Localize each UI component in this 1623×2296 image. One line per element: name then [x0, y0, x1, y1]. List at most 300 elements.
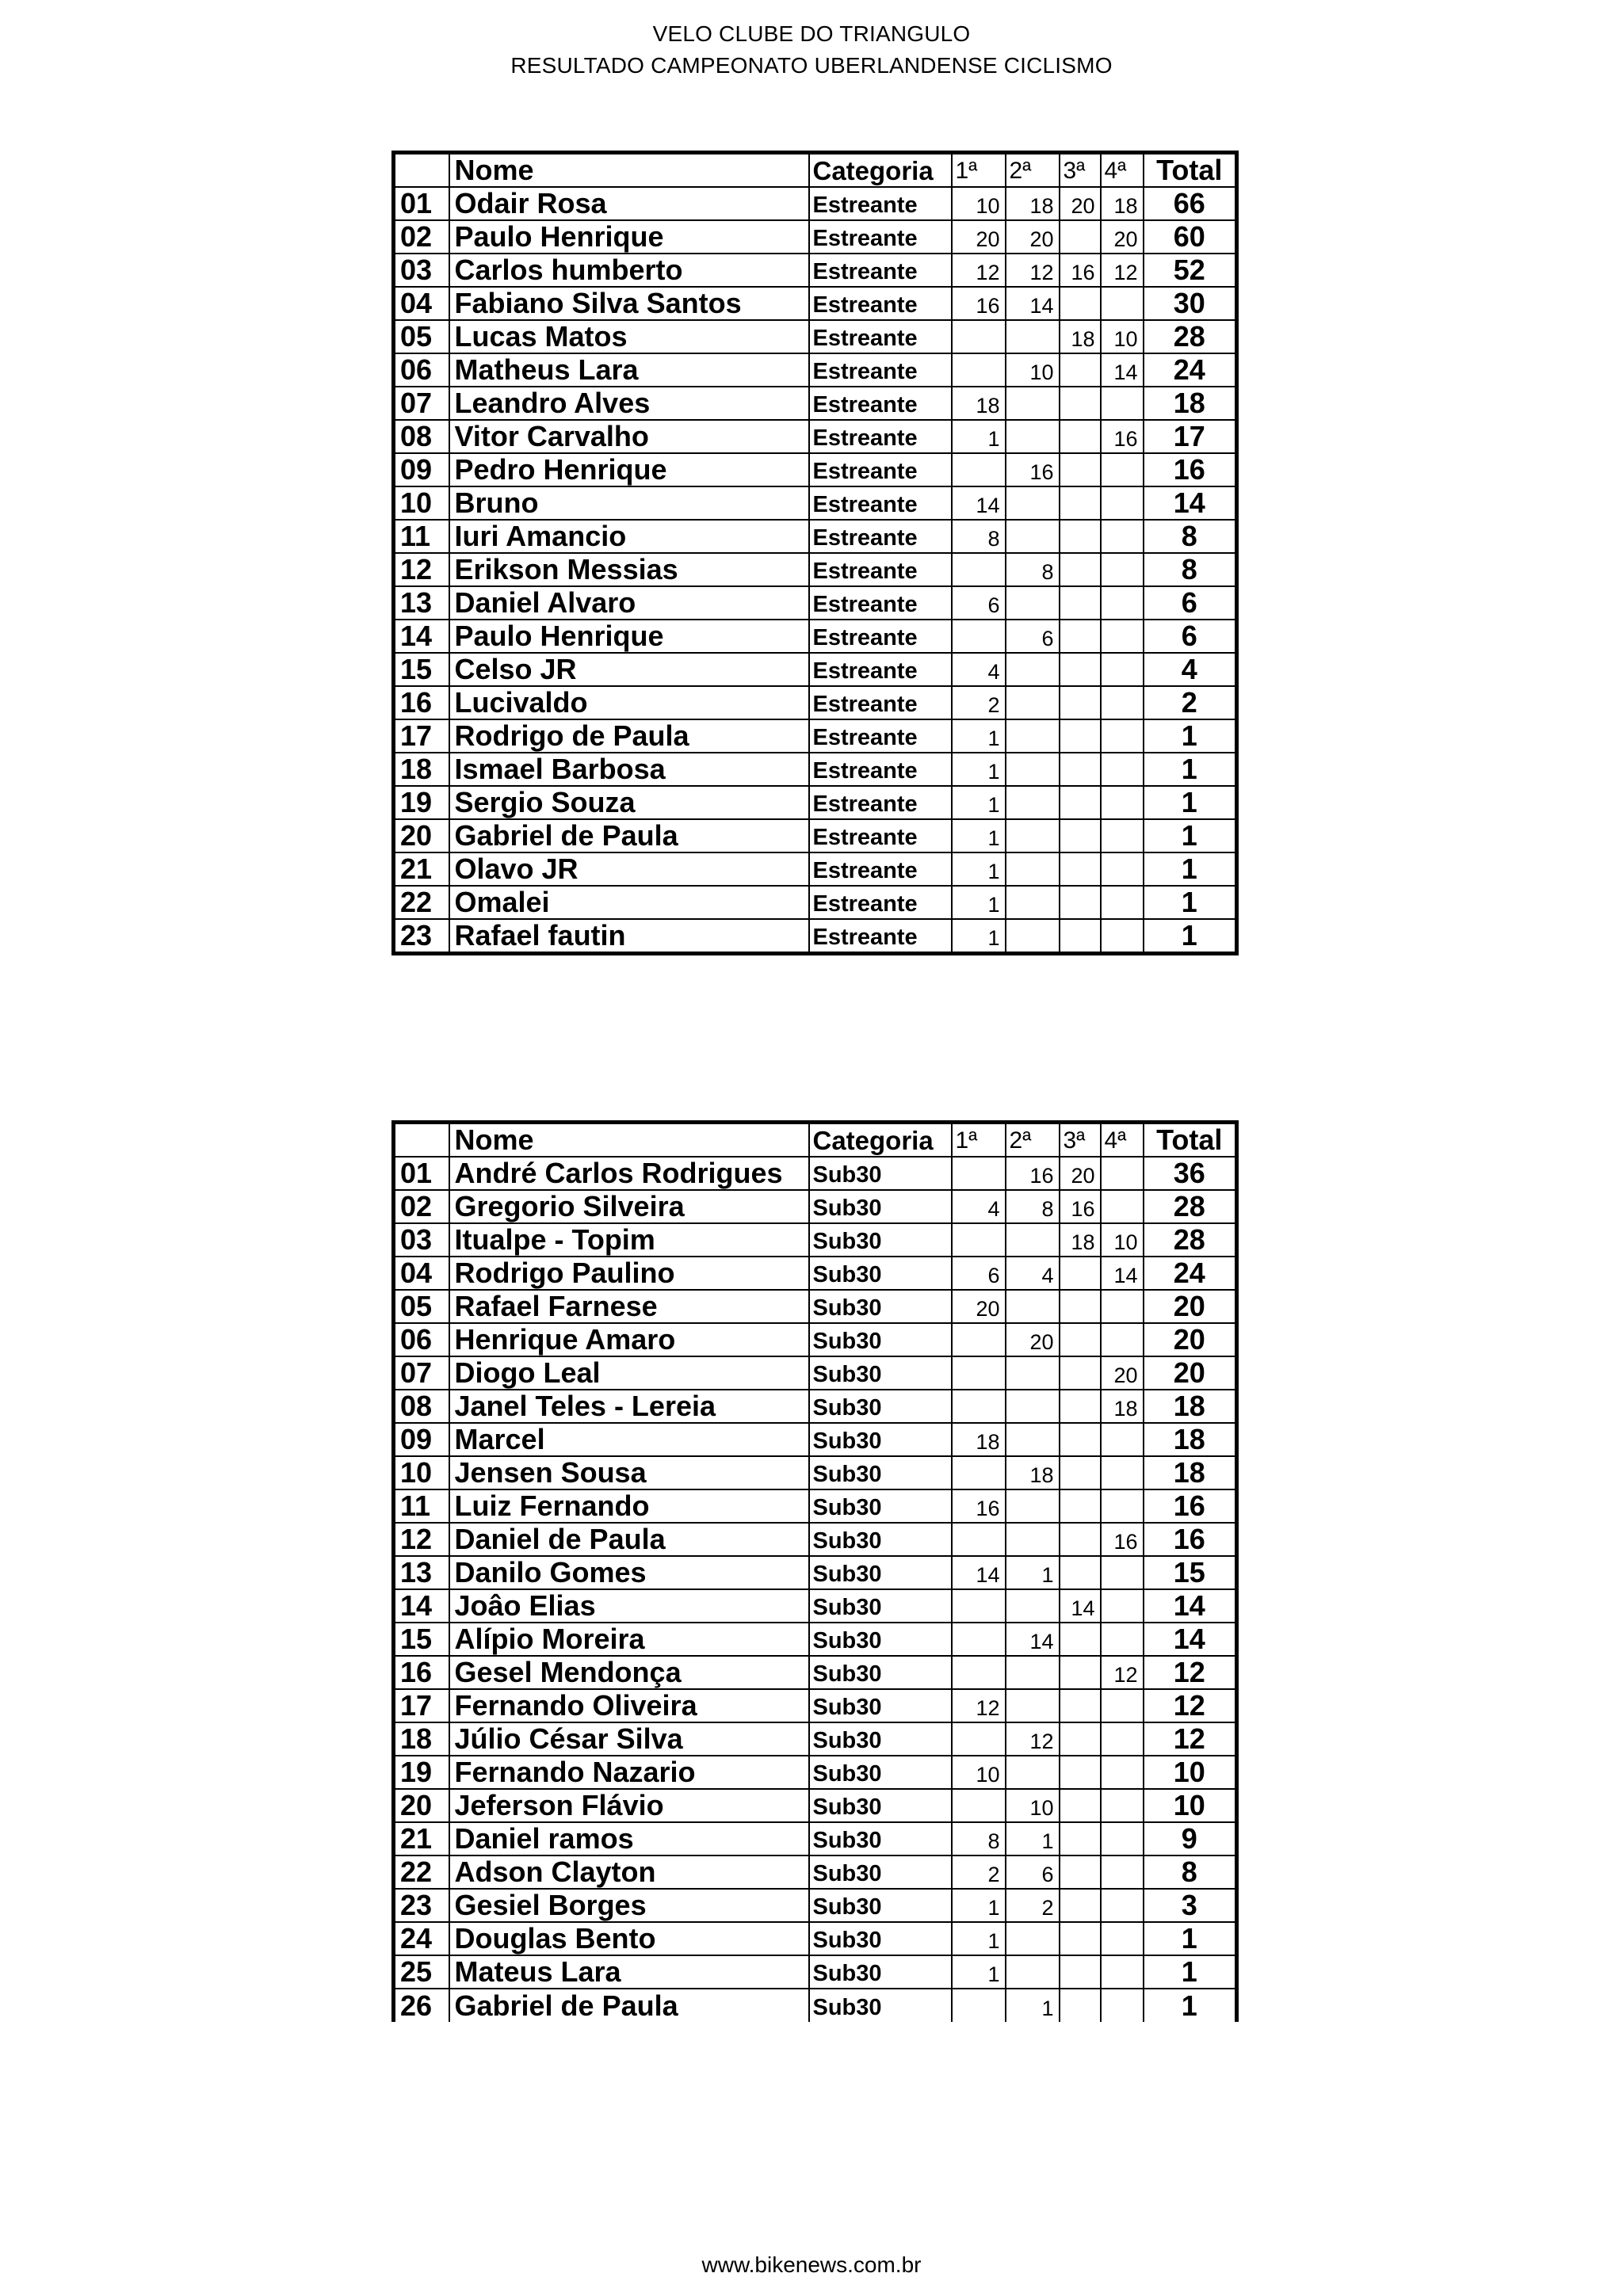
round-2-points [1006, 1523, 1060, 1556]
header-round-2: 2ª [1006, 1123, 1060, 1158]
round-1-points: 18 [952, 387, 1006, 420]
table-row [394, 852, 1237, 886]
table-row [394, 1589, 1237, 1623]
round-1-points: 16 [952, 287, 1006, 320]
rider-name: Paulo Henrique [449, 620, 809, 653]
row-position: 18 [394, 753, 449, 786]
rider-category: Estreante [809, 686, 952, 719]
total-points: 14 [1144, 486, 1237, 520]
round-1-points: 6 [952, 1257, 1006, 1290]
rider-category: Estreante [809, 353, 952, 387]
round-3-points [1060, 852, 1101, 886]
table-row [394, 287, 1237, 320]
row-position: 15 [394, 1623, 449, 1656]
rider-category: Estreante [809, 453, 952, 486]
row-position: 14 [394, 1589, 449, 1623]
rider-category: Estreante [809, 320, 952, 353]
row-position: 02 [394, 220, 449, 254]
round-3-points [1060, 1789, 1101, 1822]
table-row [394, 786, 1237, 819]
round-1-points: 20 [952, 1290, 1006, 1323]
round-4-points [1101, 520, 1144, 553]
rider-name: Matheus Lara [449, 353, 809, 387]
total-points: 18 [1144, 387, 1237, 420]
round-3-points [1060, 1423, 1101, 1456]
round-3-points [1060, 919, 1101, 954]
round-3-points [1060, 886, 1101, 919]
rider-category: Estreante [809, 520, 952, 553]
round-4-points [1101, 1489, 1144, 1523]
rider-name: Gabriel de Paula [449, 819, 809, 852]
round-2-points: 12 [1006, 1722, 1060, 1756]
round-3-points [1060, 486, 1101, 520]
table-row [394, 686, 1237, 719]
table-row [394, 819, 1237, 852]
row-position: 02 [394, 1190, 449, 1223]
row-position: 15 [394, 653, 449, 686]
rider-name: Erikson Messias [449, 553, 809, 586]
round-1-points [952, 1989, 1006, 2022]
rider-name: Marcel [449, 1423, 809, 1456]
round-2-points: 12 [1006, 254, 1060, 287]
round-4-points [1101, 1157, 1144, 1190]
round-4-points [1101, 287, 1144, 320]
round-1-points [952, 353, 1006, 387]
rider-name: Mateus Lara [449, 1955, 809, 1989]
round-4-points [1101, 1822, 1144, 1855]
round-3-points: 18 [1060, 320, 1101, 353]
round-3-points [1060, 1889, 1101, 1922]
header-category: Categoria [809, 1123, 952, 1158]
row-position: 10 [394, 486, 449, 520]
total-points: 28 [1144, 320, 1237, 353]
round-2-points [1006, 1489, 1060, 1523]
rider-name: Paulo Henrique [449, 220, 809, 254]
total-points: 28 [1144, 1223, 1237, 1257]
total-points: 12 [1144, 1656, 1237, 1689]
round-2-points [1006, 719, 1060, 753]
table-row [394, 387, 1237, 420]
round-2-points [1006, 1922, 1060, 1955]
rider-name: Gesel Mendonça [449, 1656, 809, 1689]
round-2-points [1006, 753, 1060, 786]
round-2-points: 14 [1006, 287, 1060, 320]
round-3-points [1060, 1722, 1101, 1756]
round-1-points: 12 [952, 254, 1006, 287]
table-row [394, 1623, 1237, 1656]
round-1-points: 1 [952, 753, 1006, 786]
row-position: 20 [394, 1789, 449, 1822]
table-row [394, 1789, 1237, 1822]
rider-name: Bruno [449, 486, 809, 520]
results-table-sub30 [391, 1120, 1239, 2022]
total-points: 4 [1144, 653, 1237, 686]
round-3-points [1060, 1656, 1101, 1689]
rider-name: Vitor Carvalho [449, 420, 809, 453]
round-4-points [1101, 1922, 1144, 1955]
round-2-points [1006, 653, 1060, 686]
round-2-points [1006, 1689, 1060, 1722]
round-3-points [1060, 520, 1101, 553]
rider-category: Sub30 [809, 1756, 952, 1789]
round-1-points: 8 [952, 1822, 1006, 1855]
round-4-points [1101, 1623, 1144, 1656]
round-1-points: 14 [952, 1556, 1006, 1589]
row-position: 21 [394, 852, 449, 886]
results-table-body [394, 153, 1237, 954]
total-points: 60 [1144, 220, 1237, 254]
round-2-points [1006, 420, 1060, 453]
round-4-points: 10 [1101, 320, 1144, 353]
round-3-points [1060, 553, 1101, 586]
rider-category: Sub30 [809, 1323, 952, 1356]
rider-name: Daniel Alvaro [449, 586, 809, 620]
rider-name: Daniel ramos [449, 1822, 809, 1855]
round-2-points: 6 [1006, 1855, 1060, 1889]
table-row [394, 1523, 1237, 1556]
round-4-points: 20 [1101, 1356, 1144, 1390]
total-points: 1 [1144, 1989, 1237, 2022]
round-3-points [1060, 1922, 1101, 1955]
round-1-points: 20 [952, 220, 1006, 254]
table-row [394, 753, 1237, 786]
total-points: 17 [1144, 420, 1237, 453]
table-header-row [394, 153, 1237, 188]
table-row [394, 1489, 1237, 1523]
rider-category: Sub30 [809, 1855, 952, 1889]
row-position: 21 [394, 1822, 449, 1855]
header-round-4: 4ª [1101, 153, 1144, 188]
round-2-points [1006, 919, 1060, 954]
round-1-points: 1 [952, 420, 1006, 453]
header-round-1: 1ª [952, 153, 1006, 188]
table-row [394, 1855, 1237, 1889]
round-1-points: 1 [952, 1922, 1006, 1955]
round-2-points: 2 [1006, 1889, 1060, 1922]
round-4-points [1101, 1323, 1144, 1356]
total-points: 20 [1144, 1290, 1237, 1323]
round-1-points: 1 [952, 886, 1006, 919]
total-points: 14 [1144, 1623, 1237, 1656]
total-points: 16 [1144, 453, 1237, 486]
round-1-points: 6 [952, 586, 1006, 620]
total-points: 10 [1144, 1756, 1237, 1789]
round-4-points [1101, 1756, 1144, 1789]
row-position: 14 [394, 620, 449, 653]
rider-category: Sub30 [809, 1257, 952, 1290]
document-title: VELO CLUBE DO TRIANGULO [652, 21, 971, 46]
round-3-points [1060, 453, 1101, 486]
row-position: 11 [394, 520, 449, 553]
rider-category: Sub30 [809, 1589, 952, 1623]
rider-category: Sub30 [809, 1989, 952, 2022]
round-4-points [1101, 1789, 1144, 1822]
rider-category: Sub30 [809, 1656, 952, 1689]
round-4-points [1101, 1855, 1144, 1889]
total-points: 2 [1144, 686, 1237, 719]
total-points: 1 [1144, 919, 1237, 954]
rider-category: Estreante [809, 420, 952, 453]
total-points: 8 [1144, 520, 1237, 553]
round-3-points [1060, 819, 1101, 852]
header-round-2: 2ª [1006, 153, 1060, 188]
table-row [394, 1822, 1237, 1855]
round-1-points: 16 [952, 1489, 1006, 1523]
round-2-points: 14 [1006, 1623, 1060, 1656]
table-row [394, 1323, 1237, 1356]
round-2-points: 8 [1006, 553, 1060, 586]
rider-name: Omalei [449, 886, 809, 919]
round-2-points: 16 [1006, 453, 1060, 486]
table-row [394, 1423, 1237, 1456]
round-3-points: 20 [1060, 1157, 1101, 1190]
round-2-points [1006, 486, 1060, 520]
round-4-points: 18 [1101, 1390, 1144, 1423]
rider-name: Fabiano Silva Santos [449, 287, 809, 320]
round-4-points [1101, 1589, 1144, 1623]
round-4-points [1101, 753, 1144, 786]
table-row [394, 420, 1237, 453]
total-points: 3 [1144, 1889, 1237, 1922]
rider-category: Estreante [809, 620, 952, 653]
rider-name: Lucas Matos [449, 320, 809, 353]
round-1-points: 10 [952, 187, 1006, 220]
rider-name: Daniel de Paula [449, 1523, 809, 1556]
rider-category: Sub30 [809, 1290, 952, 1323]
table-row [394, 187, 1237, 220]
rider-name: Rodrigo de Paula [449, 719, 809, 753]
row-position: 22 [394, 1855, 449, 1889]
table-row [394, 1722, 1237, 1756]
rider-category: Sub30 [809, 1489, 952, 1523]
rider-name: Olavo JR [449, 852, 809, 886]
round-4-points: 12 [1101, 254, 1144, 287]
round-3-points [1060, 586, 1101, 620]
rider-category: Sub30 [809, 1623, 952, 1656]
header-name: Nome [449, 153, 809, 188]
round-1-points: 8 [952, 520, 1006, 553]
round-3-points [1060, 1556, 1101, 1589]
table-row [394, 886, 1237, 919]
round-1-points: 18 [952, 1423, 1006, 1456]
round-1-points [952, 1157, 1006, 1190]
table-row [394, 254, 1237, 287]
rider-category: Estreante [809, 187, 952, 220]
round-4-points [1101, 653, 1144, 686]
table-row [394, 719, 1237, 753]
round-1-points [952, 1722, 1006, 1756]
table-row [394, 586, 1237, 620]
rider-category: Sub30 [809, 1822, 952, 1855]
round-3-points [1060, 387, 1101, 420]
round-2-points: 18 [1006, 1456, 1060, 1489]
total-points: 12 [1144, 1722, 1237, 1756]
table-row [394, 520, 1237, 553]
rider-name: Lucivaldo [449, 686, 809, 719]
round-1-points [952, 1523, 1006, 1556]
round-1-points [952, 1623, 1006, 1656]
row-position: 09 [394, 1423, 449, 1456]
document-subtitle: RESULTADO CAMPEONATO UBERLANDENSE CICLISMO [510, 53, 1113, 78]
row-position: 17 [394, 719, 449, 753]
rider-name: Itualpe - Topim [449, 1223, 809, 1257]
round-2-points: 16 [1006, 1157, 1060, 1190]
row-position: 07 [394, 387, 449, 420]
total-points: 16 [1144, 1489, 1237, 1523]
rider-category: Sub30 [809, 1356, 952, 1390]
rider-name: Sergio Souza [449, 786, 809, 819]
row-position: 04 [394, 1257, 449, 1290]
row-position: 09 [394, 453, 449, 486]
round-3-points [1060, 1290, 1101, 1323]
round-2-points: 10 [1006, 1789, 1060, 1822]
round-1-points [952, 1789, 1006, 1822]
row-position: 26 [394, 1989, 449, 2022]
row-position: 19 [394, 786, 449, 819]
total-points: 1 [1144, 886, 1237, 919]
round-2-points [1006, 320, 1060, 353]
rider-category: Estreante [809, 786, 952, 819]
rider-name: Fernando Nazario [449, 1756, 809, 1789]
round-1-points [952, 620, 1006, 653]
table-row [394, 1257, 1237, 1290]
rider-category: Sub30 [809, 1390, 952, 1423]
round-3-points [1060, 1390, 1101, 1423]
round-2-points [1006, 586, 1060, 620]
rider-name: Leandro Alves [449, 387, 809, 420]
round-4-points [1101, 719, 1144, 753]
round-4-points [1101, 1722, 1144, 1756]
rider-name: Diogo Leal [449, 1356, 809, 1390]
round-2-points [1006, 852, 1060, 886]
round-4-points [1101, 786, 1144, 819]
rider-category: Sub30 [809, 1689, 952, 1722]
rider-category: Sub30 [809, 1556, 952, 1589]
table-row [394, 1922, 1237, 1955]
round-1-points: 1 [952, 919, 1006, 954]
rider-name: Joâo Elias [449, 1589, 809, 1623]
round-3-points [1060, 287, 1101, 320]
total-points: 30 [1144, 287, 1237, 320]
total-points: 24 [1144, 1257, 1237, 1290]
round-4-points: 16 [1101, 420, 1144, 453]
rider-name: Rafael Farnese [449, 1290, 809, 1323]
round-3-points [1060, 1356, 1101, 1390]
total-points: 52 [1144, 254, 1237, 287]
round-1-points: 1 [952, 1889, 1006, 1922]
round-4-points [1101, 819, 1144, 852]
round-1-points: 2 [952, 1855, 1006, 1889]
rider-category: Estreante [809, 553, 952, 586]
header-name: Nome [449, 1123, 809, 1158]
round-4-points: 20 [1101, 220, 1144, 254]
round-2-points: 8 [1006, 1190, 1060, 1223]
table-row [394, 1157, 1237, 1190]
round-1-points: 4 [952, 1190, 1006, 1223]
round-2-points: 20 [1006, 220, 1060, 254]
round-2-points [1006, 786, 1060, 819]
table-row [394, 1190, 1237, 1223]
total-points: 14 [1144, 1589, 1237, 1623]
row-position: 08 [394, 420, 449, 453]
table-row [394, 1290, 1237, 1323]
rider-category: Sub30 [809, 1922, 952, 1955]
total-points: 1 [1144, 786, 1237, 819]
rider-name: Ismael Barbosa [449, 753, 809, 786]
round-1-points [952, 1356, 1006, 1390]
rider-category: Estreante [809, 919, 952, 954]
round-1-points [952, 1223, 1006, 1257]
row-position: 03 [394, 1223, 449, 1257]
rider-category: Estreante [809, 886, 952, 919]
total-points: 10 [1144, 1789, 1237, 1822]
round-2-points: 1 [1006, 1556, 1060, 1589]
header-category: Categoria [809, 153, 952, 188]
round-1-points: 1 [952, 719, 1006, 753]
table-row [394, 919, 1237, 954]
round-1-points: 1 [952, 819, 1006, 852]
round-4-points [1101, 1556, 1144, 1589]
round-3-points [1060, 1689, 1101, 1722]
rider-name: Luiz Fernando [449, 1489, 809, 1523]
round-3-points [1060, 1855, 1101, 1889]
round-4-points [1101, 1456, 1144, 1489]
header-round-4: 4ª [1101, 1123, 1144, 1158]
rider-category: Sub30 [809, 1157, 952, 1190]
total-points: 20 [1144, 1323, 1237, 1356]
round-3-points [1060, 753, 1101, 786]
row-position: 06 [394, 353, 449, 387]
rider-category: Sub30 [809, 1955, 952, 1989]
round-4-points [1101, 553, 1144, 586]
row-position: 12 [394, 553, 449, 586]
round-4-points [1101, 1290, 1144, 1323]
round-4-points [1101, 586, 1144, 620]
round-2-points: 18 [1006, 187, 1060, 220]
header-round-1: 1ª [952, 1123, 1006, 1158]
round-4-points [1101, 387, 1144, 420]
round-1-points: 1 [952, 1955, 1006, 1989]
round-2-points [1006, 1390, 1060, 1423]
round-2-points: 20 [1006, 1323, 1060, 1356]
round-2-points [1006, 520, 1060, 553]
round-1-points [952, 320, 1006, 353]
round-1-points [952, 1589, 1006, 1623]
row-position: 13 [394, 1556, 449, 1589]
rider-category: Sub30 [809, 1423, 952, 1456]
table-row [394, 453, 1237, 486]
round-3-points [1060, 1523, 1101, 1556]
rider-category: Sub30 [809, 1190, 952, 1223]
round-1-points [952, 1456, 1006, 1489]
round-1-points: 1 [952, 852, 1006, 886]
row-position: 22 [394, 886, 449, 919]
round-4-points [1101, 486, 1144, 520]
round-4-points [1101, 919, 1144, 954]
round-2-points [1006, 1656, 1060, 1689]
rider-name: Henrique Amaro [449, 1323, 809, 1356]
rider-name: Iuri Amancio [449, 520, 809, 553]
round-4-points [1101, 1989, 1144, 2022]
total-points: 1 [1144, 819, 1237, 852]
total-points: 18 [1144, 1390, 1237, 1423]
round-3-points: 18 [1060, 1223, 1101, 1257]
round-3-points: 20 [1060, 187, 1101, 220]
rider-category: Estreante [809, 719, 952, 753]
rider-name: Janel Teles - Lereia [449, 1390, 809, 1423]
rider-name: Carlos humberto [449, 254, 809, 287]
table-row [394, 1390, 1237, 1423]
